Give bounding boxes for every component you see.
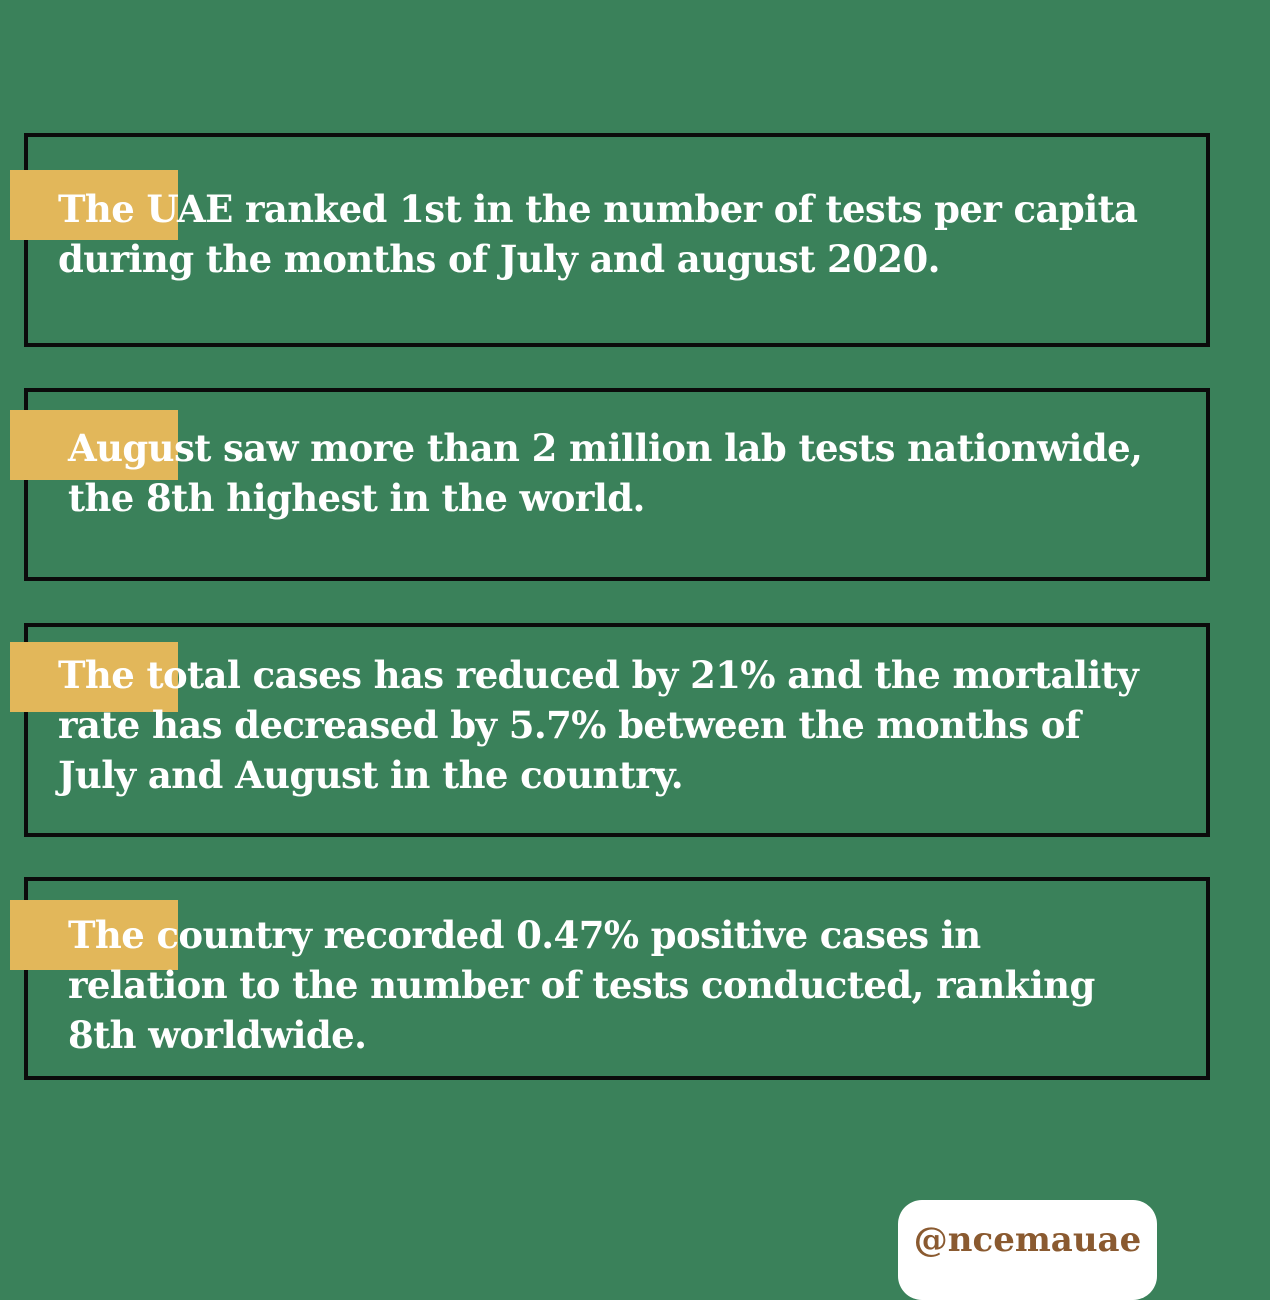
fact-3-line-2: rate has decreased by 5.7% between the months of (58, 703, 1081, 747)
fact-text-3 (58, 650, 1138, 800)
fact-text-2 (68, 423, 1142, 523)
fact-2-line-2: the 8th highest in the world. (68, 476, 645, 520)
fact-4-line-2: relation to the number of tests conducted, ranking (68, 963, 1095, 1007)
fact-3-line-3: July and August in the country. (58, 753, 684, 797)
fact-1-line-2: during the months of July and august 2020. (58, 237, 940, 281)
fact-1-line-1: The UAE ranked 1st in the number of tests per capita (58, 187, 1138, 231)
social-handle: @ncemauae (913, 1220, 1142, 1260)
fact-text-1 (58, 184, 1137, 284)
fact-2-line-1: August saw more than 2 million lab tests nationwide, (68, 426, 1143, 470)
social-handle-badge (898, 1200, 1157, 1300)
fact-3-line-1: The total cases has reduced by 21% and the mortality (58, 653, 1139, 697)
fact-text-4 (68, 910, 1095, 1060)
fact-4-line-3: 8th worldwide. (68, 1013, 367, 1057)
fact-4-line-1: The country recorded 0.47% positive cases in (68, 913, 981, 957)
